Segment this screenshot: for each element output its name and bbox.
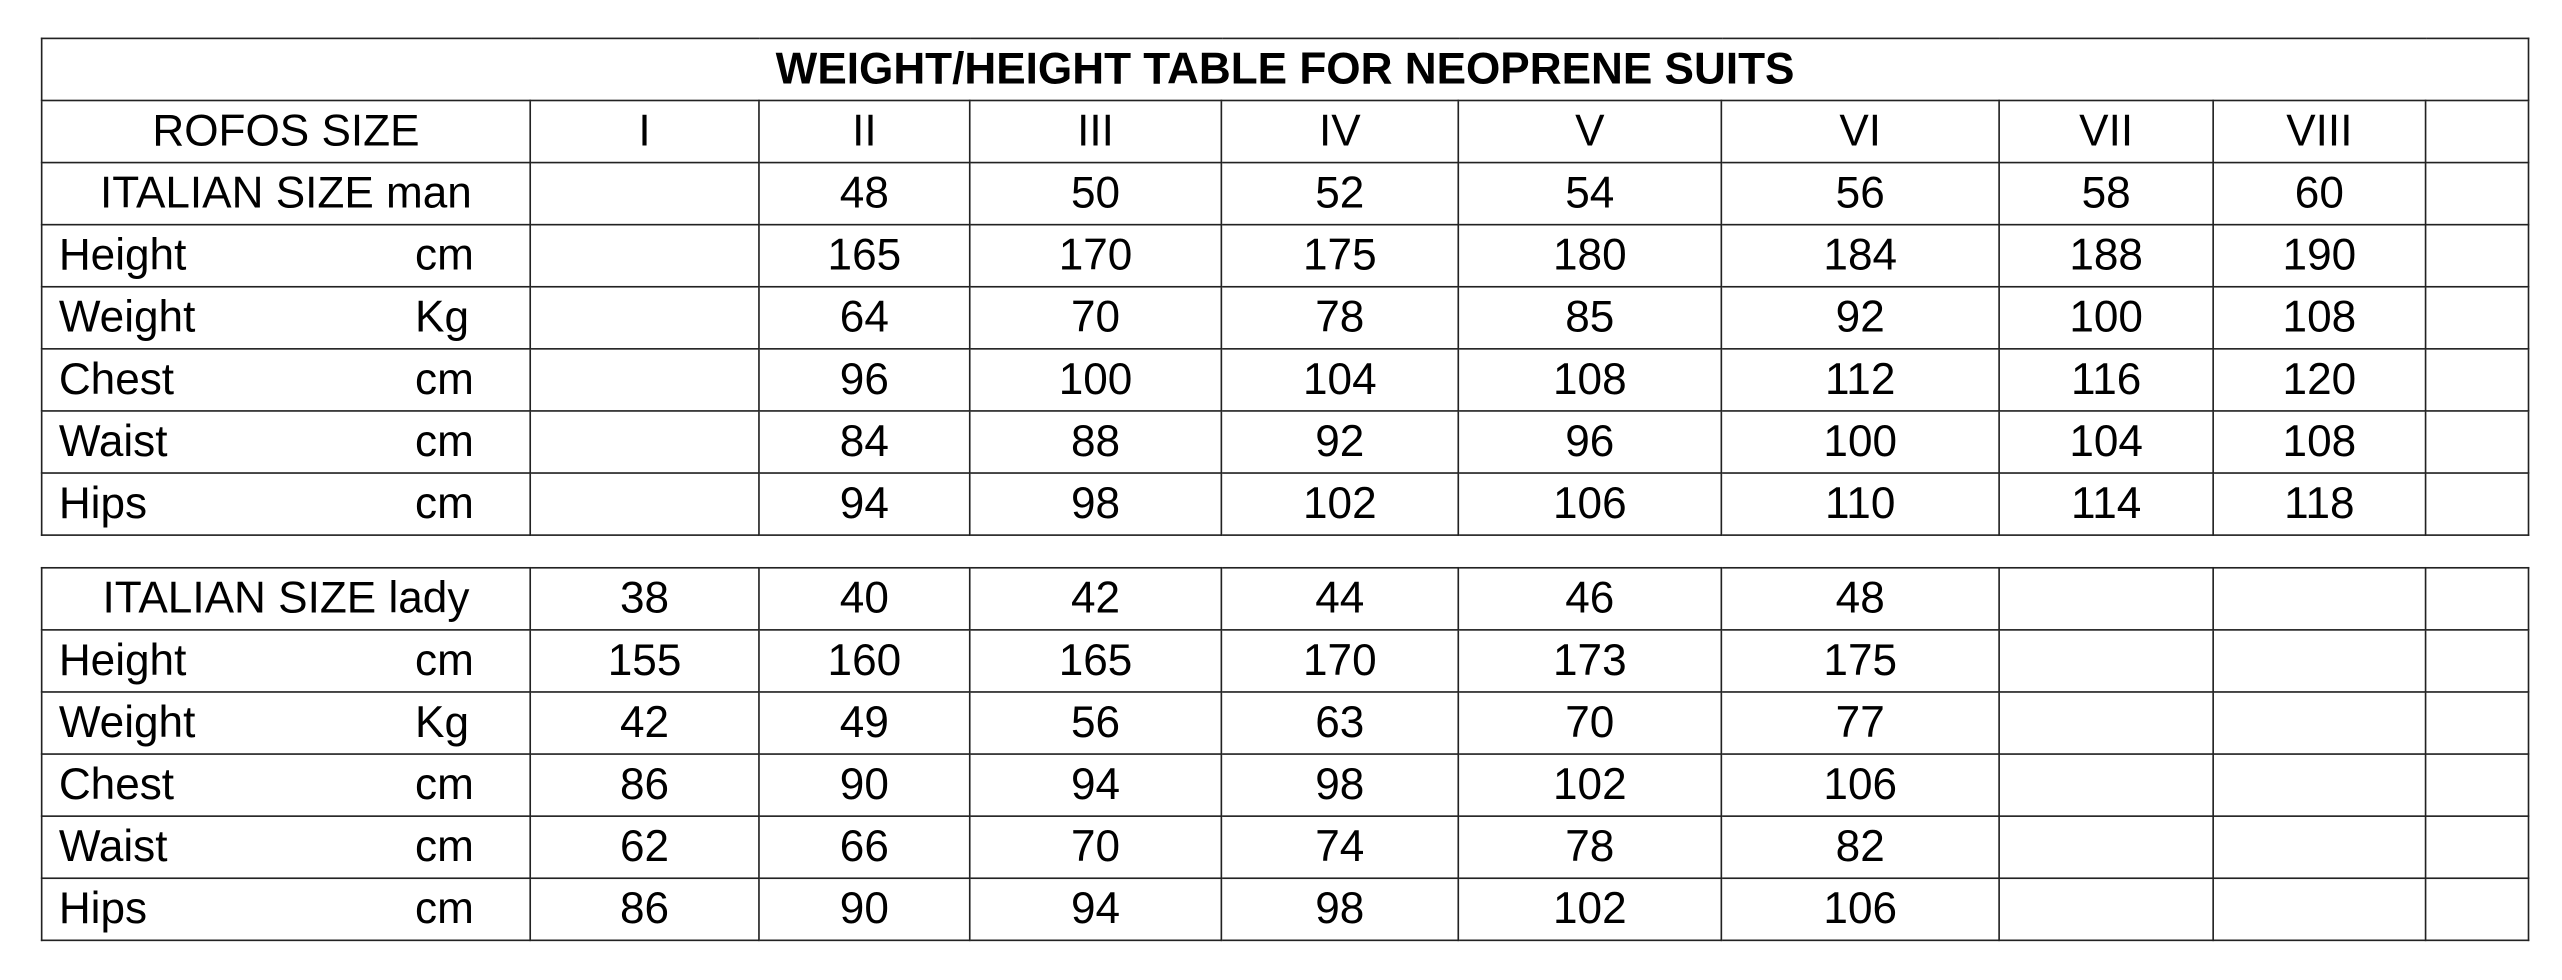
- table-cell: 46: [1458, 568, 1721, 630]
- table-cell: 52: [1221, 163, 1458, 225]
- table-cell: 102: [1458, 754, 1721, 816]
- table-cell: 165: [759, 225, 970, 287]
- table-cell: 114: [1999, 473, 2213, 535]
- row-label: [42, 878, 531, 940]
- table-cell: V: [1458, 100, 1721, 162]
- table-cell: [1999, 630, 2213, 692]
- table-cell: 85: [1458, 287, 1721, 349]
- measure-unit: cm: [415, 230, 474, 280]
- table-cell: 38: [530, 568, 759, 630]
- table-cell: 54: [1458, 163, 1721, 225]
- table-cell: [2426, 878, 2529, 940]
- table-cell: [2426, 473, 2529, 535]
- table-cell: 70: [970, 816, 1222, 878]
- table-cell: [530, 287, 759, 349]
- row-label: [42, 411, 531, 473]
- row-label: [42, 473, 531, 535]
- row-label: ROFOS SIZE: [42, 100, 531, 162]
- table-cell: [2213, 692, 2425, 754]
- table-cell: 77: [1721, 692, 1999, 754]
- italian-size-lady-row: [42, 568, 2529, 630]
- table-cell: [2426, 630, 2529, 692]
- table-cell: 48: [759, 163, 970, 225]
- table-cell: 104: [1999, 411, 2213, 473]
- table-cell: 62: [530, 816, 759, 878]
- table-row: [42, 225, 2529, 287]
- table-cell: VIII: [2213, 100, 2425, 162]
- table-row: [42, 473, 2529, 535]
- table-cell: [2426, 692, 2529, 754]
- table-cell: [1999, 568, 2213, 630]
- table-cell: 190: [2213, 225, 2425, 287]
- table-cell: [1999, 878, 2213, 940]
- measure-name: Waist: [58, 821, 168, 871]
- table-cell: 86: [530, 754, 759, 816]
- table-cell: 100: [1721, 411, 1999, 473]
- measure-name: Weight: [58, 697, 196, 747]
- table-cell: 96: [759, 349, 970, 411]
- table-cell: 49: [759, 692, 970, 754]
- measure-unit: cm: [415, 883, 474, 933]
- table-cell: [2426, 225, 2529, 287]
- table-title: WEIGHT/HEIGHT TABLE FOR NEOPRENE SUITS: [42, 38, 2529, 100]
- row-label: [42, 225, 531, 287]
- table-cell: [2426, 816, 2529, 878]
- measure-unit: cm: [415, 821, 474, 871]
- table-cell: 112: [1721, 349, 1999, 411]
- table-cell: 108: [2213, 411, 2425, 473]
- table-cell: 188: [1999, 225, 2213, 287]
- table-cell: [2426, 100, 2529, 162]
- measure-unit: cm: [415, 478, 474, 528]
- table-cell: 155: [530, 630, 759, 692]
- table-cell: 98: [970, 473, 1222, 535]
- table-cell: 170: [970, 225, 1222, 287]
- table-cell: 160: [759, 630, 970, 692]
- measure-unit: cm: [415, 354, 474, 404]
- table-cell: [2426, 568, 2529, 630]
- table-cell: 100: [970, 349, 1222, 411]
- table-cell: 118: [2213, 473, 2425, 535]
- table-cell: 78: [1221, 287, 1458, 349]
- table-cell: [2213, 816, 2425, 878]
- measure-name: Chest: [58, 759, 175, 809]
- table-cell: [2213, 630, 2425, 692]
- table-cell: 102: [1221, 473, 1458, 535]
- table-cell: 92: [1221, 411, 1458, 473]
- table-cell: [1999, 816, 2213, 878]
- lady-size-table: [41, 567, 2529, 941]
- table-cell: [530, 225, 759, 287]
- table-cell: 108: [2213, 287, 2425, 349]
- table-cell: 42: [530, 692, 759, 754]
- table-cell: 110: [1721, 473, 1999, 535]
- table-cell: 165: [970, 630, 1222, 692]
- table-cell: 42: [970, 568, 1222, 630]
- italian-size-man-row: [42, 163, 2529, 225]
- table-cell: 56: [970, 692, 1222, 754]
- measure-name: Hips: [58, 883, 148, 933]
- row-label: [42, 816, 531, 878]
- table-cell: 58: [1999, 163, 2213, 225]
- table-cell: 84: [759, 411, 970, 473]
- table-cell: [2426, 287, 2529, 349]
- table-cell: 86: [530, 878, 759, 940]
- table-cell: [530, 411, 759, 473]
- table-cell: [530, 473, 759, 535]
- table-cell: 116: [1999, 349, 2213, 411]
- rofos-size-row: [42, 100, 2529, 162]
- table-cell: 96: [1458, 411, 1721, 473]
- table-cell: 66: [759, 816, 970, 878]
- table-cell: IV: [1221, 100, 1458, 162]
- table-cell: [2426, 411, 2529, 473]
- measure-name: Chest: [58, 354, 175, 404]
- table-cell: 170: [1221, 630, 1458, 692]
- table-cell: 90: [759, 754, 970, 816]
- measure-unit: cm: [415, 635, 474, 685]
- table-cell: 74: [1221, 816, 1458, 878]
- table-cell: 88: [970, 411, 1222, 473]
- table-cell: 175: [1721, 630, 1999, 692]
- table-cell: 63: [1221, 692, 1458, 754]
- row-label: [42, 754, 531, 816]
- table-row: [42, 287, 2529, 349]
- table-cell: 64: [759, 287, 970, 349]
- table-row: [42, 816, 2529, 878]
- table-cell: [530, 163, 759, 225]
- table-cell: 94: [970, 878, 1222, 940]
- table-cell: I: [530, 100, 759, 162]
- table-cell: VII: [1999, 100, 2213, 162]
- table-cell: 60: [2213, 163, 2425, 225]
- table-cell: [2426, 163, 2529, 225]
- table-cell: [2213, 754, 2425, 816]
- table-row: [42, 878, 2529, 940]
- table-cell: II: [759, 100, 970, 162]
- table-cell: 102: [1458, 878, 1721, 940]
- table-cell: 98: [1221, 754, 1458, 816]
- table-cell: 175: [1221, 225, 1458, 287]
- table-cell: 40: [759, 568, 970, 630]
- table-cell: 108: [1458, 349, 1721, 411]
- table-cell: III: [970, 100, 1222, 162]
- row-label: [42, 349, 531, 411]
- table-row: [42, 692, 2529, 754]
- table-row: [42, 411, 2529, 473]
- measure-unit: cm: [415, 416, 474, 466]
- title-row: [42, 38, 2529, 100]
- row-label: [42, 692, 531, 754]
- measure-unit: Kg: [415, 292, 469, 342]
- table-cell: 50: [970, 163, 1222, 225]
- table-row: [42, 630, 2529, 692]
- row-label: ITALIAN SIZE man: [42, 163, 531, 225]
- table-cell: [2426, 754, 2529, 816]
- row-label: [42, 630, 531, 692]
- row-label: ITALIAN SIZE lady: [42, 568, 531, 630]
- table-cell: [2213, 878, 2425, 940]
- table-cell: VI: [1721, 100, 1999, 162]
- table-cell: 90: [759, 878, 970, 940]
- table-cell: [530, 349, 759, 411]
- measure-unit: cm: [415, 759, 474, 809]
- table-cell: [1999, 754, 2213, 816]
- measure-unit: Kg: [415, 697, 469, 747]
- row-label: [42, 287, 531, 349]
- table-cell: 78: [1458, 816, 1721, 878]
- measure-name: Hips: [58, 478, 148, 528]
- table-cell: 180: [1458, 225, 1721, 287]
- table-cell: 120: [2213, 349, 2425, 411]
- men-size-table: [41, 38, 2529, 536]
- table-cell: 100: [1999, 287, 2213, 349]
- table-cell: 94: [759, 473, 970, 535]
- table-cell: 92: [1721, 287, 1999, 349]
- measure-name: Height: [58, 230, 187, 280]
- table-cell: 48: [1721, 568, 1999, 630]
- table-cell: 173: [1458, 630, 1721, 692]
- table-cell: 44: [1221, 568, 1458, 630]
- measure-name: Height: [58, 635, 187, 685]
- table-row: [42, 349, 2529, 411]
- table-cell: 56: [1721, 163, 1999, 225]
- table-cell: [2213, 568, 2425, 630]
- table-cell: 94: [970, 754, 1222, 816]
- table-cell: 184: [1721, 225, 1999, 287]
- table-cell: 106: [1721, 878, 1999, 940]
- table-cell: 106: [1458, 473, 1721, 535]
- table-cell: 98: [1221, 878, 1458, 940]
- table-cell: 70: [1458, 692, 1721, 754]
- table-cell: [1999, 692, 2213, 754]
- table-row: [42, 754, 2529, 816]
- table-cell: 106: [1721, 754, 1999, 816]
- table-cell: 70: [970, 287, 1222, 349]
- measure-name: Waist: [58, 416, 168, 466]
- table-cell: 82: [1721, 816, 1999, 878]
- table-cell: [2426, 349, 2529, 411]
- measure-name: Weight: [58, 292, 196, 342]
- table-cell: 104: [1221, 349, 1458, 411]
